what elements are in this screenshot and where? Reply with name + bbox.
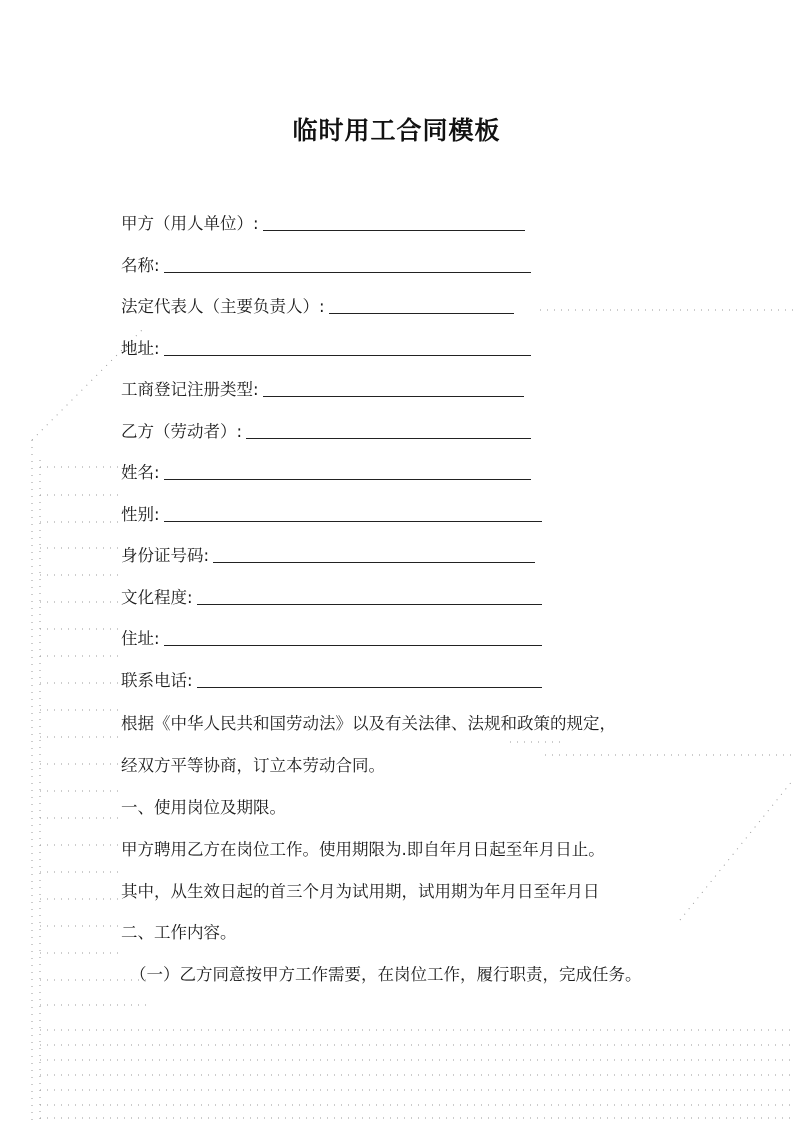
field-label: 姓名: <box>121 463 160 482</box>
field-label: 乙方（劳动者）: <box>121 422 243 441</box>
blank-line[interactable] <box>197 603 542 605</box>
blank-line[interactable] <box>164 478 531 480</box>
person-name-field <box>121 457 531 483</box>
paragraph-work-duties: （一）乙方同意按甲方工作需要，在岗位工作，履行职责，完成任务。 <box>130 965 642 984</box>
paragraph-probation: 其中，从生效日起的首三个月为试用期，试用期为年月日至年月日 <box>121 882 600 901</box>
blank-line[interactable] <box>164 271 531 273</box>
education-level-field <box>121 582 542 608</box>
blank-line[interactable] <box>164 520 542 522</box>
party-a-field <box>121 208 525 234</box>
blank-line[interactable] <box>246 437 531 439</box>
blank-line[interactable] <box>263 395 524 397</box>
field-label: 文化程度: <box>121 588 193 607</box>
section-heading-position-term: 一、使用岗位及期限。 <box>121 798 286 817</box>
residence-field <box>121 623 542 649</box>
paragraph-legal-basis: 根据《中华人民共和国劳动法》以及有关法律、法规和政策的规定， <box>121 714 616 733</box>
blank-line[interactable] <box>263 229 525 231</box>
blank-line[interactable] <box>164 644 542 646</box>
blank-line[interactable] <box>213 561 535 563</box>
field-label: 住址: <box>121 629 160 648</box>
phone-field <box>121 665 542 691</box>
gender-field <box>121 499 542 525</box>
document-title: 临时用工合同模板 <box>292 116 501 145</box>
blank-line[interactable] <box>164 354 531 356</box>
field-label: 联系电话: <box>121 671 193 690</box>
name-field <box>121 250 531 276</box>
paragraph-negotiation: 经双方平等协商，订立本劳动合同。 <box>121 756 385 775</box>
field-label: 地址: <box>121 339 160 358</box>
address-field <box>121 333 531 359</box>
blank-line[interactable] <box>197 686 542 688</box>
field-label: 名称: <box>121 256 160 275</box>
section-heading-work-content: 二、工作内容。 <box>121 923 237 942</box>
paragraph-employment-term: 甲方聘用乙方在岗位工作。使用期限为.即自年月日起至年月日止。 <box>121 840 605 859</box>
field-label: 法定代表人（主要负责人）: <box>121 297 325 316</box>
blank-line[interactable] <box>329 312 514 314</box>
field-label: 甲方（用人单位）: <box>121 214 259 233</box>
party-b-field <box>121 416 531 442</box>
field-label: 工商登记注册类型: <box>121 380 259 399</box>
field-label: 身份证号码: <box>121 546 210 565</box>
business-registration-type-field <box>121 374 524 400</box>
legal-representative-field <box>121 291 514 317</box>
id-number-field <box>121 540 535 566</box>
field-label: 性别: <box>121 505 160 524</box>
